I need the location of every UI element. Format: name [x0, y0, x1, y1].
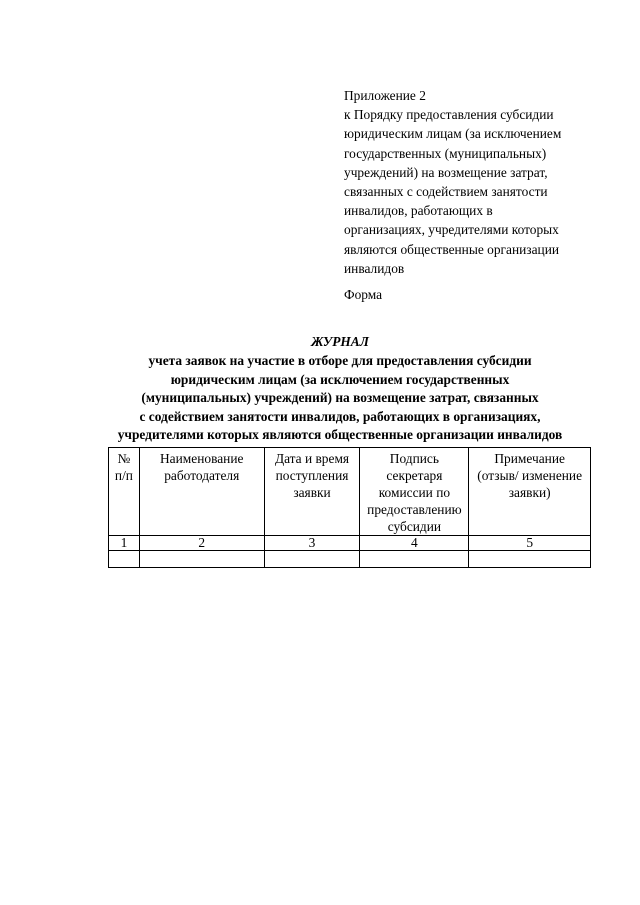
table-row: [109, 551, 591, 568]
empty-cell: [139, 551, 264, 568]
appendix-line: связанных с содействием занятости: [344, 184, 548, 200]
header-cell-employer: Наименование работодателя: [139, 448, 264, 536]
empty-cell: [469, 551, 591, 568]
appendix-line: Приложение 2: [344, 88, 426, 103]
appendix-line: учреждений) на возмещение затрат,: [344, 164, 548, 180]
title-line: юридическим лицам (за исключением государственных: [170, 371, 510, 387]
appendix-line: к Порядку предоставления субсидии: [344, 107, 554, 123]
journal-title: [40, 333, 640, 444]
table-number-row: [109, 536, 591, 551]
title-line: с содействием занятости инвалидов, работающих в организациях,: [139, 408, 541, 424]
column-number: 2: [139, 536, 264, 551]
title-line: учета заявок на участие в отборе для предоставления субсидии: [148, 353, 532, 369]
form-label: Форма: [344, 287, 383, 302]
appendix-line: инвалидов: [344, 260, 405, 276]
header-cell-datetime: Дата и время поступления заявки: [264, 448, 360, 536]
appendix-block: [344, 86, 614, 278]
empty-cell: [264, 551, 360, 568]
empty-cell: [360, 551, 469, 568]
header-cell-signature: Подпись секретаря комиссии по предоставлению субсидии: [360, 448, 469, 536]
column-number: 4: [360, 536, 469, 551]
journal-heading: ЖУРНАЛ: [311, 334, 369, 349]
header-cell-number: № п/п: [109, 448, 140, 536]
table-header-row: [109, 448, 591, 536]
title-line: учредителями которых являются общественные организации инвалидов: [117, 427, 563, 443]
appendix-line: являются общественные организации: [344, 241, 560, 257]
appendix-line: инвалидов, работающих в: [344, 203, 493, 219]
appendix-line: государственных (муниципальных): [344, 145, 547, 161]
appendix-line: юридическим лицам (за исключением: [344, 126, 562, 142]
column-number: 3: [264, 536, 360, 551]
header-cell-note: Примечание (отзыв/ изменение заявки): [469, 448, 591, 536]
appendix-line: организациях, учредителями которых: [344, 222, 559, 238]
column-number: 1: [109, 536, 140, 551]
column-number: 5: [469, 536, 591, 551]
journal-table: [108, 447, 591, 568]
empty-cell: [109, 551, 140, 568]
title-line: (муниципальных) учреждений) на возмещение затрат, связанных: [141, 390, 539, 406]
